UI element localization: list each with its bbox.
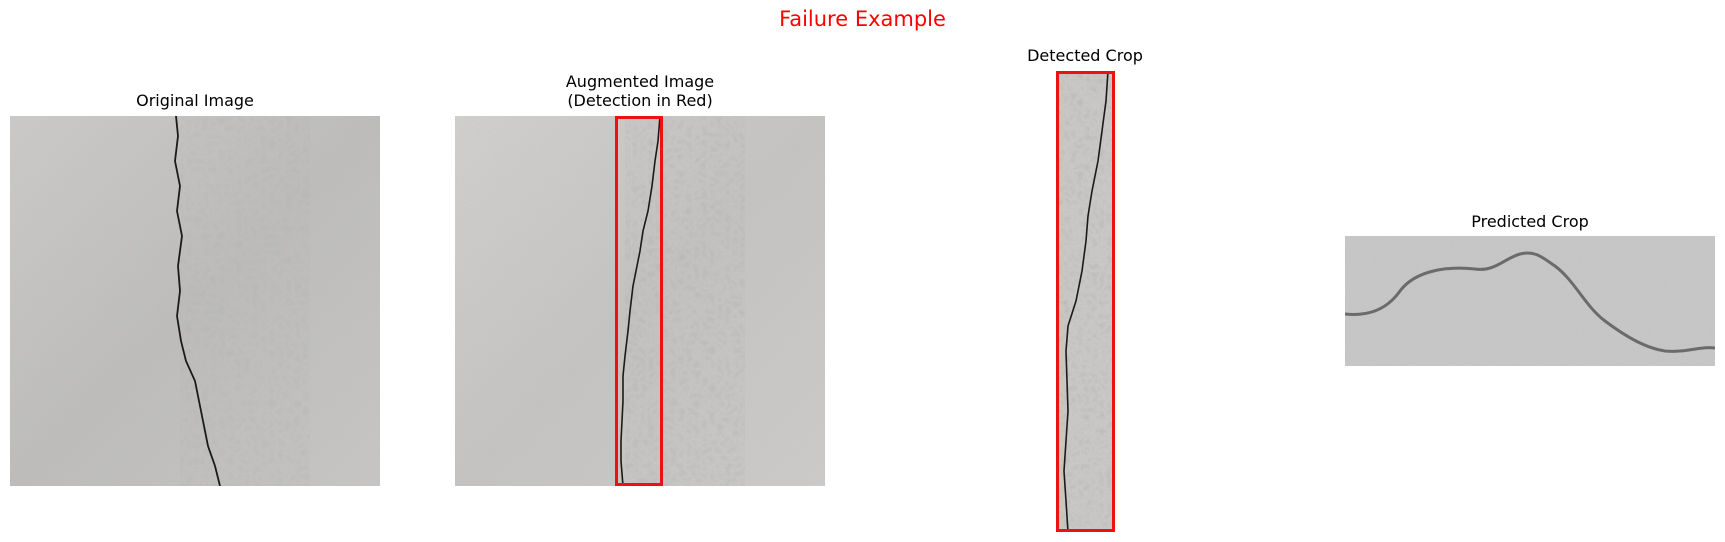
- augmented-image: [455, 116, 825, 486]
- detection-box: [1056, 71, 1115, 532]
- panel-title-detected-crop: Detected Crop: [1027, 46, 1143, 65]
- detected-crop-image: [1056, 71, 1115, 532]
- original-image: [10, 116, 380, 486]
- panel-title-predicted-crop: Predicted Crop: [1471, 212, 1589, 231]
- panel-title-original-image: Original Image: [136, 91, 254, 110]
- panel-title-augmented-image: Augmented Image (Detection in Red): [565, 72, 715, 110]
- figure-suptitle: Failure Example: [779, 7, 946, 31]
- predicted-crop-image: [1345, 236, 1715, 366]
- detection-box: [615, 116, 663, 486]
